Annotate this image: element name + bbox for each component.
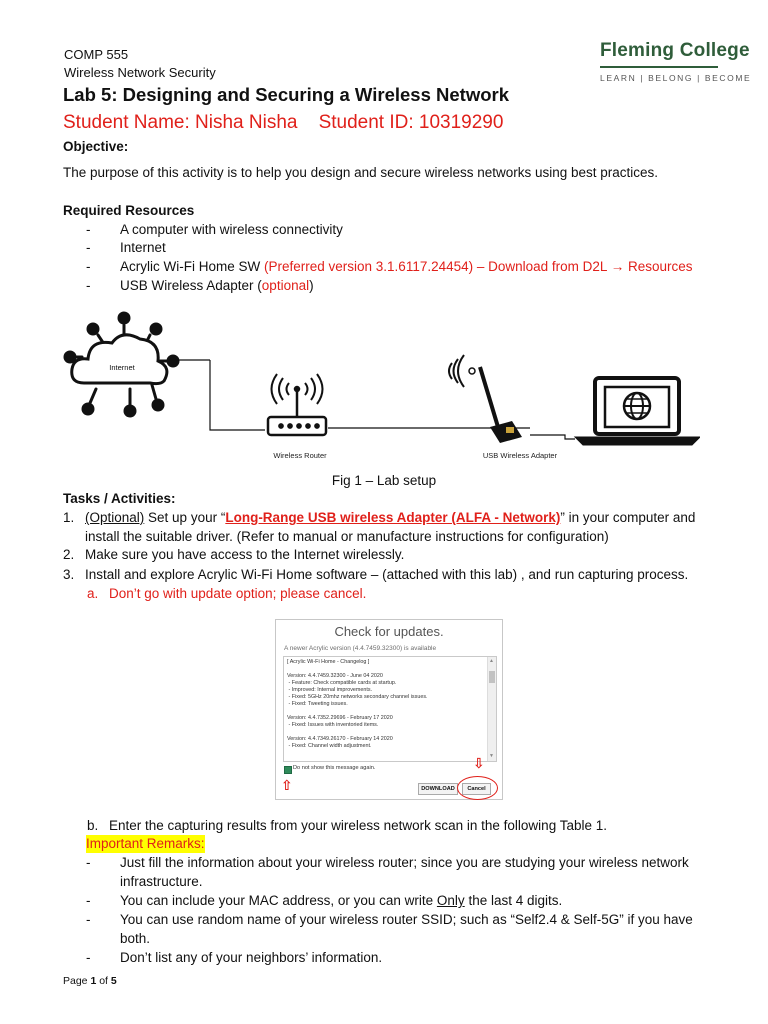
scroll-up-icon[interactable]: ▲ bbox=[489, 658, 494, 664]
arrow-up-icon: ⇧ bbox=[281, 777, 293, 793]
changelog-line: - Fixed: 5GHz 20mhz networks secondary channel issues. bbox=[287, 694, 428, 700]
update-dialog bbox=[275, 619, 503, 800]
task-subitem: b. Enter the capturing results from your wireless network scan in the following Table 1. bbox=[87, 818, 607, 833]
remark-item: - Just fill the information about your wireless router; since you are studying your wireless network bbox=[86, 855, 689, 870]
changelog-line: [ Acrylic Wi-Fi Home - Changelog ] bbox=[287, 659, 370, 665]
changelog-line: Version: 4.4.7459.32300 - June 04 2020 bbox=[287, 673, 383, 679]
resources-heading: Required Resources bbox=[63, 203, 195, 218]
college-name: Fleming College bbox=[600, 40, 750, 61]
checkbox-label: Do not show this message again. bbox=[293, 765, 376, 771]
changelog-line bbox=[287, 708, 484, 715]
objective-text: The purpose of this activity is to help you design and secure wireless networks using best practices. bbox=[63, 165, 659, 180]
resource-item: - USB Wireless Adapter (optional) bbox=[86, 278, 314, 293]
dont-show-checkbox[interactable] bbox=[284, 766, 292, 774]
changelog-line: - Feature: Check compatible cards at startup. bbox=[287, 680, 397, 686]
dialog-title: Check for updates. bbox=[334, 624, 444, 639]
cloud-network-icon bbox=[60, 305, 178, 416]
figure-caption: Fig 1 – Lab setup bbox=[331, 473, 437, 488]
download-button[interactable]: DOWNLOAD bbox=[418, 783, 458, 795]
changelog-line bbox=[287, 729, 484, 736]
changelog-line: Version: 4.4.7352.29696 - February 17 2020 bbox=[287, 715, 393, 721]
usb-adapter-icon bbox=[449, 355, 522, 443]
remark-item: - You can use random name of your wireless router SSID; such as “Self2.4 & Self-5G” if you have bbox=[86, 912, 693, 927]
remark-item: - Don’t list any of your neighbors’ information. bbox=[86, 950, 383, 965]
task-item-cont: install the suitable driver. (Refer to manual or manufacture instructions for configuration) bbox=[85, 529, 609, 544]
task-item: 2. Make sure you have access to the Internet wirelessly. bbox=[63, 547, 405, 562]
resource-item: - Acrylic Wi-Fi Home SW (Preferred version 3.1.6117.24454) – Download from D2L → Resources bbox=[86, 259, 693, 274]
course-name: Wireless Network Security bbox=[64, 65, 216, 80]
changelog-line: - Fixed: Channel width adjustment. bbox=[287, 743, 372, 749]
router-label: Wireless Router bbox=[273, 451, 327, 460]
remark-item-cont: infrastructure. bbox=[120, 874, 203, 889]
scrollbar-thumb[interactable] bbox=[489, 671, 495, 683]
changelog-line bbox=[287, 666, 484, 673]
remarks-heading: Important Remarks: bbox=[86, 836, 205, 851]
resource-item: - Internet bbox=[86, 240, 166, 255]
arrow-down-icon: ⇩ bbox=[473, 755, 485, 771]
changelog-line: - Fixed: Tweeting issues. bbox=[287, 701, 348, 707]
router-icon bbox=[268, 374, 326, 435]
tasks-heading: Tasks / Activities: bbox=[63, 491, 176, 506]
course-code: COMP 555 bbox=[64, 47, 129, 62]
objective-heading: Objective: bbox=[63, 139, 129, 154]
cloud-label: Internet bbox=[109, 363, 135, 372]
page-number: Page 1 of 5 bbox=[63, 975, 117, 987]
lab-setup-diagram bbox=[60, 305, 700, 465]
changelog-scrollbar[interactable] bbox=[487, 657, 496, 761]
laptop-icon bbox=[575, 378, 700, 445]
arrow-right-icon: → bbox=[610, 259, 625, 274]
college-logo bbox=[600, 40, 751, 83]
changelog-lines bbox=[284, 657, 496, 750]
task-item: 1. (Optional) Set up your “Long-Range USB wireless Adapter (ALFA - Network)” in your computer and bbox=[63, 510, 696, 525]
scroll-down-icon[interactable]: ▼ bbox=[489, 753, 494, 759]
college-tagline: LEARN | BELONG | BECOME bbox=[600, 73, 752, 83]
changelog-box[interactable] bbox=[283, 656, 497, 762]
cancel-highlight-circle bbox=[457, 776, 498, 800]
logo-divider bbox=[600, 66, 718, 68]
student-info: Student Name: Nisha Nisha Student ID: 10319290 bbox=[63, 112, 504, 133]
adapter-label: USB Wireless Adapter bbox=[482, 451, 558, 460]
remark-item-cont: both. bbox=[120, 931, 151, 946]
changelog-line: - Improved: Internal improvements. bbox=[287, 687, 373, 693]
task-item: 3. Install and explore Acrylic Wi-Fi Home software – (attached with this lab) , and run capturing process. bbox=[63, 567, 689, 582]
lab-title: Lab 5: Designing and Securing a Wireless Network bbox=[63, 84, 509, 105]
task-subitem: a. Don’t go with update option; please cancel. bbox=[87, 586, 367, 601]
changelog-line: Version: 4.4.7349.26170 - February 14 2020 bbox=[287, 736, 393, 742]
adapter-link: Long-Range USB wireless Adapter (ALFA - Network) bbox=[225, 510, 561, 525]
resource-item: - A computer with wireless connectivity bbox=[86, 222, 343, 237]
changelog-line: - Fixed: Issues with inventoried items. bbox=[287, 722, 379, 728]
cancel-button[interactable]: Cancel bbox=[462, 783, 491, 795]
remark-item: - You can include your MAC address, or you can write Only the last 4 digits. bbox=[86, 893, 563, 908]
dialog-subtitle: A newer Acrylic version (4.4.7459.32300) is available bbox=[284, 645, 437, 652]
